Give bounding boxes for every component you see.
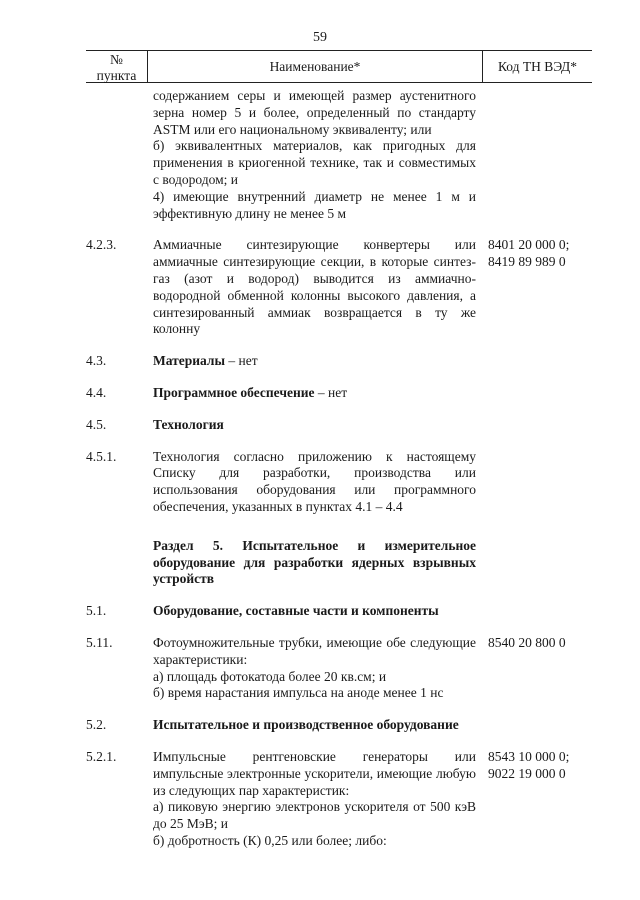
item-text: Аммиачные синтезирующие конвертеры или аммиачные синтезирующие секции, в которые синтез-газ (азот и водород) выводится из аммиачно-водородной обменной колонны высокого давления, а синтезированный аммиак возвращается в ту же колонну: [153, 237, 476, 337]
tnved-code: 8543 10 000 0;: [488, 748, 570, 764]
item-heading: Программное обеспечение: [153, 384, 315, 400]
item-row-4-5: [0, 417, 640, 434]
table-header: [86, 50, 592, 83]
item-heading-suffix: – нет: [225, 353, 258, 369]
item-text: б) время нарастания импульса на аноде менее 1 нс: [153, 685, 444, 701]
tnved-code: 8419 89 989 0: [488, 254, 566, 270]
item-row-5-2: [0, 717, 640, 734]
item-number: 5.11.: [86, 634, 113, 650]
section-5-heading-row: [0, 538, 640, 588]
item-number: 4.2.3.: [86, 237, 117, 253]
header-name: Наименование*: [148, 51, 483, 82]
item-text: б) добротность (К) 0,25 или более; либо:: [153, 832, 387, 848]
tnved-code: 8540 20 800 0: [488, 634, 566, 650]
item-text: Фотоумножительные трубки, имеющие обе следующие характеристики:: [153, 634, 476, 667]
item-row-4-4: [0, 385, 640, 402]
item-heading-suffix: – нет: [314, 384, 348, 400]
item-heading: Оборудование, составные части и компоненты: [153, 603, 439, 619]
item-number: 5.1.: [86, 603, 107, 619]
item-row-5-1: [0, 603, 640, 620]
item-number: 5.2.1.: [86, 748, 117, 764]
tnved-code: 9022 19 000 0: [488, 765, 566, 781]
item-heading: Материалы: [153, 353, 226, 369]
item-number: 4.4.: [86, 384, 107, 400]
item-heading: Испытательное и производственное оборудование: [153, 717, 459, 733]
item-row-5-2-1: [0, 749, 640, 850]
tnved-code: 8401 20 000 0;: [488, 237, 570, 253]
item-number: 5.2.: [86, 717, 107, 733]
item-row-4-2-3: [0, 237, 640, 338]
continuation-paragraph: содержанием серы и имеющей размер аустенитного зерна номер 5 и более, определенный по стандарту ASTM или его национальному эквиваленту; или: [153, 88, 476, 137]
section-heading: Раздел 5. Испытательное и измерительное оборудование для разработки ядерных взрывных устройств: [153, 537, 476, 587]
document-body: [0, 88, 640, 850]
item-codes: [488, 749, 592, 783]
continuation-paragraph: 4) имеющие внутренний диаметр не менее 1 м и эффективную длину не менее 5 м: [153, 188, 476, 221]
item-number: 4.5.: [86, 416, 107, 432]
item-row-5-11: [0, 635, 640, 702]
page-number: 59: [313, 30, 327, 45]
item-codes: [488, 635, 592, 652]
header-number-symbol: №: [110, 52, 123, 67]
item-number: 4.3.: [86, 353, 107, 369]
item-text: Импульсные рентгеновские генераторы или импульсные электронные ускорители, имеющие любую из следующих пар характеристик:: [153, 748, 476, 798]
item-codes: [488, 237, 592, 271]
item-number: 4.5.1.: [86, 448, 117, 464]
header-code: Код ТН ВЭД*: [497, 59, 578, 74]
item-text: а) площадь фотокатода более 20 кв.см; и: [153, 668, 387, 684]
continuation-paragraph: б) эквивалентных материалов, как пригодных для применения в криогенной технике, так и совместимых с водородом; и: [153, 138, 476, 187]
item-text: а) пиковую энергию электронов ускорителя от 500 кэВ до 25 МэВ; и: [153, 799, 476, 832]
continuation-row: [0, 88, 640, 222]
item-row-4-3: [0, 353, 640, 370]
header-item-number: [86, 51, 148, 82]
item-text: Технология согласно приложению к настоящему Списку для разработки, производства или использования оборудования или программного обеспечения, указанных в пунктах 4.1 – 4.4: [153, 448, 476, 514]
item-heading: Технология: [153, 416, 224, 432]
header-number-label: пункта: [96, 68, 137, 83]
item-row-4-5-1: [0, 449, 640, 516]
